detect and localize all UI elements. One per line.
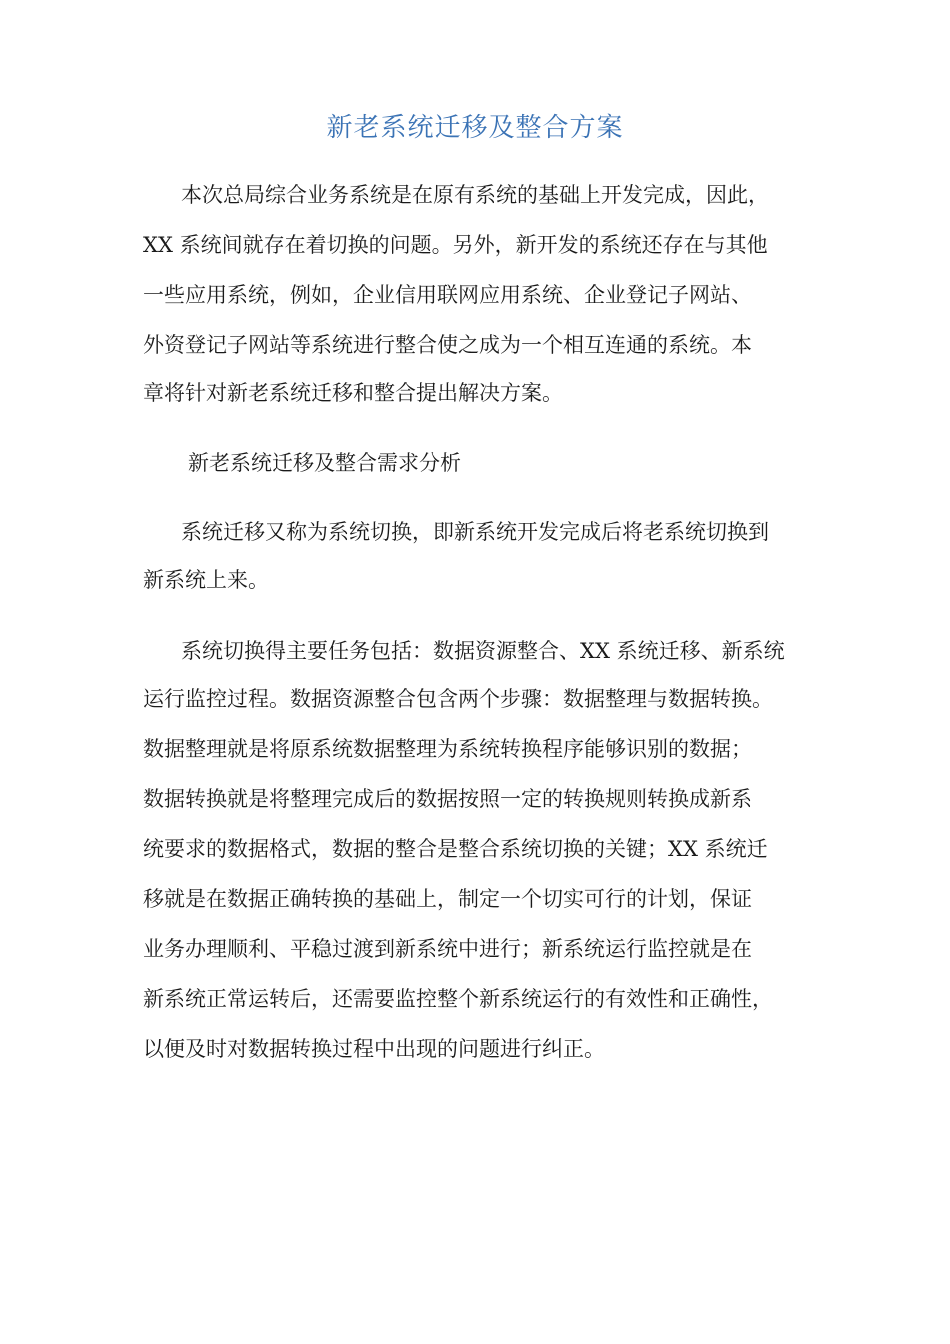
paragraph-line: 数据转换就是将整理完成后的数据按照一定的转换规则转换成新系 bbox=[143, 787, 752, 811]
paragraph-line: 运行监控过程。数据资源整合包含两个步骤：数据整理与数据转换。 bbox=[143, 687, 773, 711]
document-title: 新老系统迁移及整合方案 bbox=[326, 113, 624, 143]
section-heading: 新老系统迁移及整合需求分析 bbox=[188, 451, 461, 475]
intro-line: XX 系统间就存在着切换的问题。另外，新开发的系统还存在与其他 bbox=[143, 233, 768, 257]
paragraph-line: 系统切换得主要任务包括：数据资源整合、XX 系统迁移、新系统 bbox=[181, 639, 785, 663]
intro-line: 本次总局综合业务系统是在原有系统的基础上开发完成，因此， bbox=[181, 183, 769, 207]
paragraph-line: 系统迁移又称为系统切换，即新系统开发完成后将老系统切换到 bbox=[181, 520, 769, 544]
intro-line: 一些应用系统，例如，企业信用联网应用系统、企业登记子网站、 bbox=[143, 283, 752, 307]
paragraph-line: 新系统正常运转后，还需要监控整个新系统运行的有效性和正确性， bbox=[143, 987, 773, 1011]
paragraph-line: 新系统上来。 bbox=[143, 568, 269, 592]
paragraph-line: 以便及时对数据转换过程中出现的问题进行纠正。 bbox=[143, 1037, 605, 1061]
paragraph-line: 数据整理就是将原系统数据整理为系统转换程序能够识别的数据； bbox=[143, 737, 752, 761]
paragraph-line: 移就是在数据正确转换的基础上，制定一个切实可行的计划，保证 bbox=[143, 887, 752, 911]
intro-line: 外资登记子网站等系统进行整合使之成为一个相互连通的系统。本 bbox=[143, 333, 752, 357]
paragraph-line: 业务办理顺利、平稳过渡到新系统中进行；新系统运行监控就是在 bbox=[143, 937, 752, 961]
intro-line: 章将针对新老系统迁移和整合提出解决方案。 bbox=[143, 381, 563, 405]
paragraph-line: 统要求的数据格式，数据的整合是整合系统切换的关键；XX 系统迁 bbox=[143, 837, 768, 861]
